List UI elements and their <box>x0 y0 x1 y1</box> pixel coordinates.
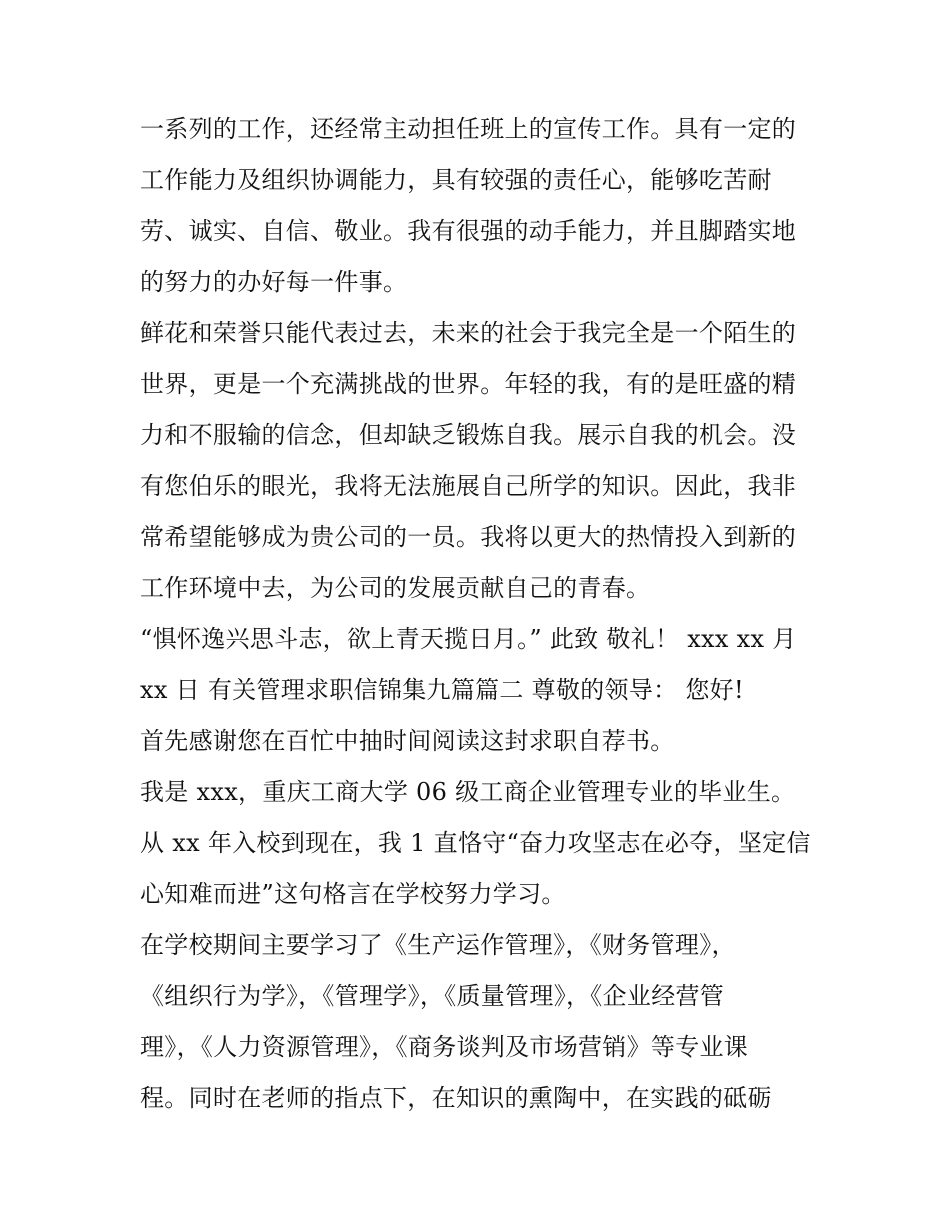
text-line: 有您伯乐的眼光，我将无法施展自己所学的知识。因此，我非 <box>140 472 797 500</box>
text-line: 心知难而进”这句格言在学校努力学习。 <box>140 880 566 908</box>
text-line: 理》，《人力资源管理》，《商务谈判及市场营销》等专业课 <box>140 1033 749 1061</box>
text-line: 从 xx 年入校到现在，我 1 直恪守“奋力攻坚志在必夺，坚定信 <box>140 829 811 857</box>
text-line: 《组织行为学》，《管理学》，《质量管理》，《企业经营管 <box>140 982 725 1010</box>
text-line: 力和不服输的信念，但却缺乏锻炼自我。展示自我的机会。没 <box>140 421 797 449</box>
text-line: xx 日 有关管理求职信锦集九篇篇二 尊敬的领导： 您好! <box>140 676 744 704</box>
text-line: 的努力的办好每一件事。 <box>140 268 408 296</box>
text-line: 工作环境中去，为公司的发展贡献自己的青春。 <box>140 574 651 602</box>
text-line: 常希望能够成为贵公司的一员。我将以更大的热情投入到新的 <box>140 523 797 551</box>
text-line: 劳、诚实、自信、敬业。我有很强的动手能力，并且脚踏实地 <box>140 217 797 245</box>
text-line: “惧怀逸兴思斗志，欲上青天揽日月。” 此致 敬礼！ xxx xx 月 <box>140 625 797 653</box>
text-line: 一系列的工作，还经常主动担任班上的宣传工作。具有一定的 <box>140 115 797 143</box>
text-line: 工作能力及组织协调能力，具有较强的责任心，能够吃苦耐 <box>140 166 772 194</box>
text-line: 程。同时在老师的指点下，在知识的熏陶中，在实践的砥砺 <box>140 1084 772 1112</box>
body-text <box>140 104 830 1124</box>
text-line: 鲜花和荣誉只能代表过去，未来的社会于我完全是一个陌生的 <box>140 319 797 347</box>
text-line: 我是 xxx，重庆工商大学 06 级工商企业管理专业的毕业生。 <box>140 778 796 806</box>
text-line: 在学校期间主要学习了《生产运作管理》，《财务管理》， <box>140 931 736 959</box>
text-line: 世界，更是一个充满挑战的世界。年轻的我，有的是旺盛的精 <box>140 370 797 398</box>
text-line: 首先感谢您在百忙中抽时间阅读这封求职自荐书。 <box>140 727 675 755</box>
